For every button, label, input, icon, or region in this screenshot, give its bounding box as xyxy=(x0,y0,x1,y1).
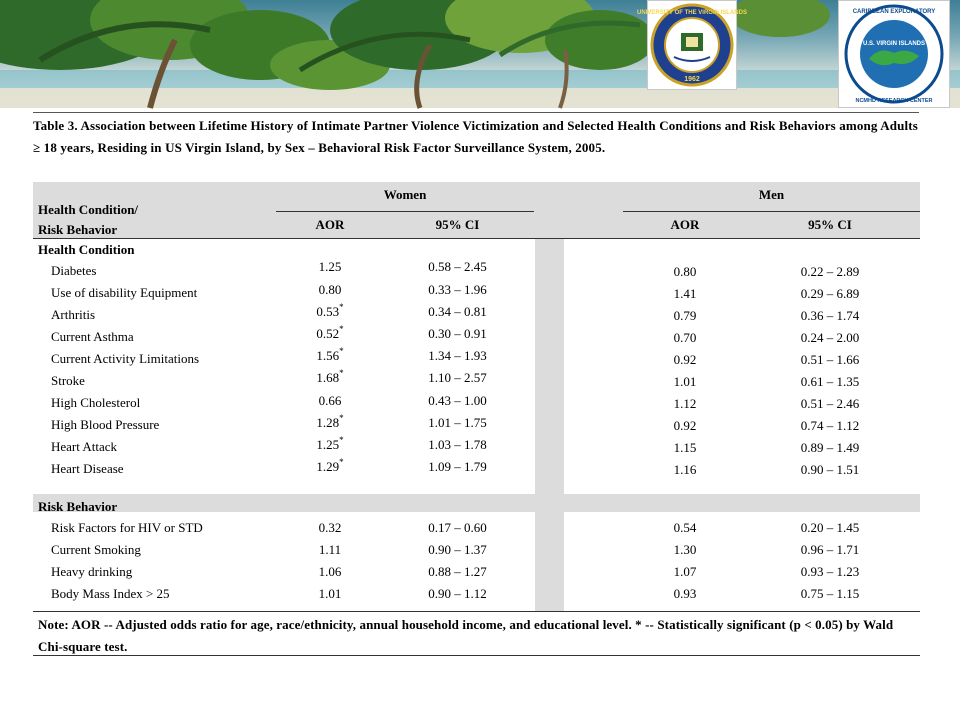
women-ci-value: 0.17 – 0.60 xyxy=(428,520,487,535)
women-ci-value: 0.90 – 1.12 xyxy=(428,586,487,601)
row-label: Body Mass Index > 25 xyxy=(51,586,170,601)
women-aor-value xyxy=(290,304,370,320)
men-ci-value: 0.20 – 1.45 xyxy=(800,520,860,535)
row-label: Current Activity Limitations xyxy=(51,351,200,366)
women-aor-number: 0.52 xyxy=(316,326,340,341)
men-aor-value: 0.79 xyxy=(673,308,697,323)
women-ci-value: 0.43 – 1.00 xyxy=(428,393,487,408)
women-ci-header: 95% CI xyxy=(435,217,480,232)
women-aor-number: 0.53 xyxy=(316,304,340,319)
men-ci-value: 0.90 – 1.51 xyxy=(800,462,860,477)
women-aor-number: 0.32 xyxy=(318,520,342,535)
row-label: Diabetes xyxy=(51,263,97,278)
uvi-seal-icon xyxy=(637,1,747,89)
women-aor-number: 1.56 xyxy=(316,348,340,363)
women-aor-value xyxy=(290,437,370,453)
women-subheader-rule xyxy=(276,211,534,212)
women-aor-value xyxy=(290,370,370,386)
women-aor-number: 1.29 xyxy=(316,459,340,474)
row-label: Heavy drinking xyxy=(51,564,133,579)
women-aor-value xyxy=(290,542,370,558)
men-header: Men xyxy=(758,187,785,202)
women-aor-number: 1.25 xyxy=(318,259,342,274)
men-ci-value: 0.75 – 1.15 xyxy=(800,586,860,601)
significance-marker: * xyxy=(339,457,344,467)
men-aor-value: 0.92 xyxy=(673,352,697,367)
row-label: Stroke xyxy=(51,373,85,388)
women-aor-number: 1.68 xyxy=(316,370,340,385)
section-title-health-condition: Health Condition xyxy=(38,242,135,257)
significance-marker: * xyxy=(339,413,344,423)
men-aor-value: 1.41 xyxy=(673,286,697,301)
women-aor-value xyxy=(290,586,370,602)
table-caption: Table 3. Association between Lifetime History of Intimate Partner Violence Victimization and Selected Health Conditions and Risk Behaviors among Adults ≥ 18 years, Residing in US Virgin Island, by Sex – Behavioral Risk Factor Surveillance System, 2005. xyxy=(33,112,919,159)
women-aor-value xyxy=(290,415,370,431)
women-aor-value xyxy=(290,564,370,580)
men-ci-header: 95% CI xyxy=(808,217,852,232)
ceo-seal-icon xyxy=(839,1,949,107)
women-ci-value: 0.58 – 2.45 xyxy=(428,259,487,274)
men-aor-value: 1.30 xyxy=(673,542,697,557)
men-ci-value: 0.51 – 1.66 xyxy=(800,352,860,367)
men-ci-value: 0.24 – 2.00 xyxy=(800,330,860,345)
significance-marker: * xyxy=(339,435,344,445)
women-aor-value xyxy=(290,326,370,342)
banner-beach-image xyxy=(0,0,960,108)
men-aor-value: 0.80 xyxy=(673,264,697,279)
women-aor-value xyxy=(290,259,370,275)
men-aor-header: AOR xyxy=(670,217,700,232)
men-ci-value: 0.89 – 1.49 xyxy=(800,440,860,455)
significance-marker: * xyxy=(339,346,344,356)
table-bottom-rule xyxy=(33,611,920,612)
women-ci-value: 0.30 – 0.91 xyxy=(428,326,487,341)
women-ci-value: 0.90 – 1.37 xyxy=(428,542,487,557)
row-label: Heart Disease xyxy=(51,461,124,476)
row-label: High Cholesterol xyxy=(51,395,141,410)
men-ci-value: 0.93 – 1.23 xyxy=(800,564,860,579)
men-aor-value: 1.12 xyxy=(673,396,697,411)
men-ci-value: 0.96 – 1.71 xyxy=(800,542,860,557)
women-aor-value xyxy=(290,282,370,298)
men-ci-value: 0.51 – 2.46 xyxy=(800,396,860,411)
row-label-header-line2: Risk Behavior xyxy=(38,222,118,237)
significance-marker: * xyxy=(339,368,344,378)
women-ci-value: 1.09 – 1.79 xyxy=(428,459,487,474)
women-aor-value xyxy=(290,520,370,536)
men-aor-value: 1.07 xyxy=(673,564,697,579)
significance-marker: * xyxy=(339,302,344,312)
women-aor-number: 1.28 xyxy=(316,415,340,430)
women-ci-value: 0.33 – 1.96 xyxy=(428,282,487,297)
women-aor-value xyxy=(290,348,370,364)
women-aor-number: 1.01 xyxy=(318,586,342,601)
women-aor-value xyxy=(290,393,370,409)
women-ci-value: 0.34 – 0.81 xyxy=(428,304,487,319)
row-label: Current Asthma xyxy=(51,329,134,344)
table-note: Note: AOR -- Adjusted odds ratio for age, race/ethnicity, annual household income, and educational level. * -- Statistically significant (p < 0.05) by Wald Chi-square test. xyxy=(38,617,894,654)
women-ci-value: 1.01 – 1.75 xyxy=(428,415,487,430)
men-aor-value: 1.16 xyxy=(673,462,697,477)
caribbean-exploratory-logo xyxy=(838,0,950,108)
women-aor-number: 0.80 xyxy=(318,282,342,297)
men-ci-value: 0.22 – 2.89 xyxy=(800,264,860,279)
men-subheader-rule xyxy=(623,211,920,212)
row-label: High Blood Pressure xyxy=(51,417,160,432)
women-aor-number: 1.06 xyxy=(318,564,342,579)
women-ci-value: 1.34 – 1.93 xyxy=(428,348,487,363)
women-aor-number: 0.66 xyxy=(318,393,342,408)
header-bottom-rule xyxy=(33,238,920,239)
row-label: Use of disability Equipment xyxy=(51,285,198,300)
men-aor-value: 0.54 xyxy=(673,520,697,535)
risk-section-band-right xyxy=(564,494,920,512)
men-aor-value: 1.15 xyxy=(673,440,697,455)
women-ci-value: 1.03 – 1.78 xyxy=(428,437,487,452)
men-aor-value: 0.70 xyxy=(673,330,697,345)
row-label: Arthritis xyxy=(51,307,96,322)
university-virgin-islands-logo xyxy=(637,0,747,90)
row-label: Heart Attack xyxy=(51,439,118,454)
row-label: Current Smoking xyxy=(51,542,141,557)
uvi-year: 1962 xyxy=(684,76,700,83)
women-ci-value: 1.10 – 2.57 xyxy=(428,370,487,385)
men-aor-value: 0.93 xyxy=(673,586,697,601)
men-ci-value: 0.36 – 1.74 xyxy=(800,308,860,323)
women-aor-number: 1.11 xyxy=(318,542,342,557)
women-aor-header: AOR xyxy=(315,217,345,232)
palm-beach-illustration xyxy=(0,0,960,108)
men-aor-value: 1.01 xyxy=(673,374,697,389)
section-title-risk-behavior: Risk Behavior xyxy=(38,499,118,514)
row-label-header-line1: Health Condition/ xyxy=(38,202,139,217)
ceo-arc-text-2: NCMHD RESEARCH CENTER xyxy=(855,98,933,104)
significance-marker: * xyxy=(339,324,344,334)
men-aor-value: 0.92 xyxy=(673,418,697,433)
row-label: Risk Factors for HIV or STD xyxy=(51,520,203,535)
column-spacer xyxy=(535,239,564,612)
women-header: Women xyxy=(383,187,427,202)
women-aor-number: 1.25 xyxy=(316,437,340,452)
uvi-ring-text: UNIVERSITY OF THE VIRGIN ISLANDS xyxy=(637,10,747,16)
ceo-arc-text: CARIBBEAN EXPLORATORY xyxy=(852,9,936,15)
women-ci-value: 0.88 – 1.27 xyxy=(428,564,487,579)
men-ci-value: 0.29 – 6.89 xyxy=(800,286,860,301)
ceo-center-text: U.S. VIRGIN ISLANDS xyxy=(862,41,926,47)
men-ci-value: 0.61 – 1.35 xyxy=(800,374,860,389)
women-aor-value xyxy=(290,459,370,475)
men-ci-value: 0.74 – 1.12 xyxy=(800,418,860,433)
